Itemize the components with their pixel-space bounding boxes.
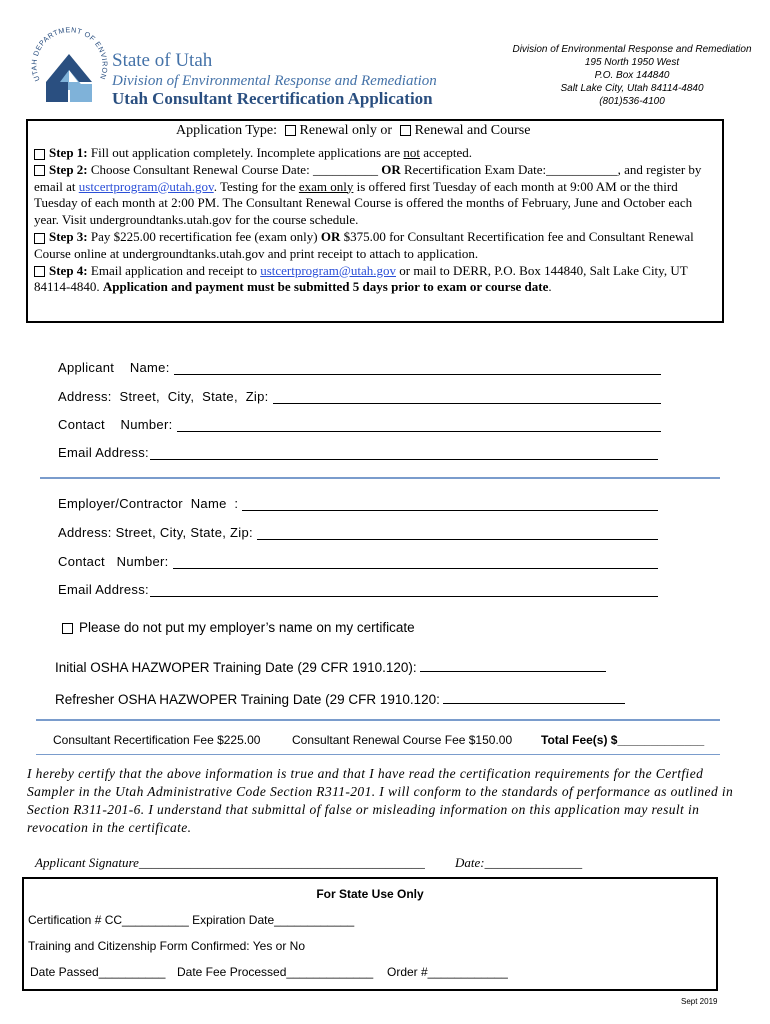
step-4-deadline: Application and payment must be submitted 5 days prior to exam or course date bbox=[102, 279, 549, 295]
applicant-phone-field[interactable] bbox=[58, 417, 661, 432]
step-4-text: Email application and receipt to bbox=[87, 262, 261, 278]
step-2-text: Choose Consultant Renewal Course Date: __________ bbox=[87, 161, 382, 177]
logo-ring-text: UTAH DEPARTMENT OF ENVIRON bbox=[29, 25, 110, 83]
renewal-only-checkbox[interactable] bbox=[285, 125, 296, 136]
training-confirmed-field[interactable]: Training and Citizenship Form Confirmed: Yes or No bbox=[28, 939, 306, 953]
signature-date-field[interactable]: Date:_______________ bbox=[455, 855, 583, 870]
step-1 bbox=[34, 145, 718, 162]
employer-address-line[interactable] bbox=[257, 525, 658, 540]
osha-refresher-label: Refresher OSHA HAZWOPER Training Date (29 CFR 1910.120: bbox=[55, 692, 440, 707]
step-2-text-d: is offered first Tuesday of each month at 9:00 AM or the third Tuesday of each month at 2:00 PM. The Consultant Renewal Course is offered the months of February, June and October each year. Visit undergroundtanks.utah.gov for the course schedule. bbox=[34, 178, 693, 228]
step-3-checkbox[interactable] bbox=[34, 233, 45, 244]
osha-initial-field[interactable] bbox=[55, 659, 606, 675]
contact-phone: (801)536-4100 bbox=[599, 96, 665, 107]
steps-list bbox=[34, 145, 718, 296]
step-1-not: not bbox=[403, 145, 421, 160]
step-2-text-b: Recertification Exam Date:___________, and register by email at bbox=[34, 161, 702, 194]
step-1-text-end: accepted. bbox=[420, 145, 472, 160]
employer-name-field[interactable] bbox=[58, 496, 658, 511]
contact-po-box: P.O. Box 144840 bbox=[594, 70, 670, 81]
contact-block bbox=[498, 43, 766, 108]
renewal-and-course-checkbox[interactable] bbox=[400, 125, 411, 136]
osha-refresher-line[interactable] bbox=[443, 691, 625, 704]
employer-name-checkbox-row[interactable] bbox=[62, 620, 415, 635]
course-fee: Consultant Renewal Course Fee $150.00 bbox=[292, 733, 513, 747]
step-3-text-b: $375.00 for Consultant Recertification fee and Consultant Renewal Course online at undergroundtanks.utah.gov and print receipt to attach to application. bbox=[34, 228, 694, 261]
date-passed-field[interactable]: Date Passed__________ bbox=[30, 965, 166, 979]
section-divider bbox=[40, 477, 720, 479]
application-type bbox=[176, 123, 530, 139]
state-use-title: For State Use Only bbox=[316, 887, 424, 901]
step-2-exam-only: exam only bbox=[298, 178, 354, 194]
applicant-address-line[interactable] bbox=[273, 389, 661, 404]
step-2-checkbox[interactable] bbox=[34, 165, 45, 176]
applicant-name-line[interactable] bbox=[174, 360, 661, 375]
step-3-or: OR bbox=[320, 228, 341, 244]
employer-address-label: Address: Street, City, State, Zip: bbox=[58, 525, 253, 540]
contact-city: Salt Lake City, Utah 84114-4840 bbox=[560, 83, 704, 94]
employer-phone-line[interactable] bbox=[173, 554, 658, 569]
employer-name-checkbox-label: Please do not put my employer’s name on my certificate bbox=[79, 620, 415, 635]
fees-underline bbox=[36, 754, 720, 755]
step-3 bbox=[34, 229, 718, 263]
step-1-text: Fill out application completely. Incomplete applications are bbox=[87, 145, 404, 160]
certification-number-field[interactable]: Certification # CC__________ Expiration Date____________ bbox=[28, 913, 355, 927]
recert-fee: Consultant Recertification Fee $225.00 bbox=[53, 733, 261, 747]
step-4 bbox=[34, 263, 718, 297]
applicant-email-field[interactable] bbox=[58, 445, 658, 460]
applicant-email-line[interactable] bbox=[150, 445, 658, 460]
step-1-label: Step 1: bbox=[49, 145, 88, 160]
applicant-phone-label: Contact Number: bbox=[58, 417, 173, 432]
step-4-text-b: or mail to DERR, P.O. Box 144840, Salt Lake City, UT 84114-4840. bbox=[34, 262, 688, 295]
contact-division: Division of Environmental Response and Remediation bbox=[512, 44, 752, 55]
deq-logo bbox=[28, 20, 110, 112]
step-4-label: Step 4: bbox=[49, 262, 88, 278]
total-fee-field[interactable]: Total Fee(s) $_____________ bbox=[541, 733, 705, 747]
step-2-email-link[interactable]: ustcertprogram@utah.gov bbox=[78, 178, 214, 194]
osha-initial-label: Initial OSHA HAZWOPER Training Date (29 CFR 1910.120): bbox=[55, 660, 417, 675]
state-use-box bbox=[22, 877, 718, 991]
employer-phone-label: Contact Number: bbox=[58, 554, 169, 569]
state-name: State of Utah bbox=[112, 50, 213, 71]
employer-phone-field[interactable] bbox=[58, 554, 658, 569]
step-2-or: OR bbox=[381, 161, 401, 177]
employer-email-line[interactable] bbox=[150, 582, 658, 597]
applicant-name-field[interactable] bbox=[58, 360, 661, 375]
applicant-email-label: Email Address: bbox=[58, 445, 149, 460]
employer-address-field[interactable] bbox=[58, 525, 658, 540]
division-name: Division of Environmental Response and Remediation bbox=[112, 73, 437, 89]
step-4-end: . bbox=[548, 279, 552, 295]
step-2-label: Step 2: bbox=[49, 161, 88, 177]
step-4-email-link[interactable]: ustcertprogram@utah.gov bbox=[260, 262, 396, 278]
date-fee-processed-field[interactable]: Date Fee Processed_____________ bbox=[177, 965, 374, 979]
application-type-label: Application Type: bbox=[176, 123, 278, 138]
applicant-name-label: Applicant Name: bbox=[58, 360, 170, 375]
renewal-only-label: Renewal only or bbox=[299, 123, 393, 138]
applicant-address-field[interactable] bbox=[58, 389, 661, 404]
order-number-field[interactable]: Order #____________ bbox=[387, 965, 508, 979]
step-2-text-c: . Testing for the bbox=[213, 178, 299, 194]
step-3-label: Step 3: bbox=[49, 228, 88, 244]
employer-email-field[interactable] bbox=[58, 582, 658, 597]
osha-initial-line[interactable] bbox=[420, 659, 606, 672]
applicant-signature-field[interactable]: Applicant Signature____________________________________________ bbox=[35, 855, 425, 870]
footer-date: Sept 2019 bbox=[681, 997, 718, 1006]
renewal-and-course-label: Renewal and Course bbox=[414, 123, 531, 138]
step-1-checkbox[interactable] bbox=[34, 149, 45, 160]
employer-email-label: Email Address: bbox=[58, 582, 149, 597]
employer-name-label: Employer/Contractor Name : bbox=[58, 496, 239, 511]
certification-statement: I hereby certify that the above information is true and that I have read the certification requirements for the Certfied Sampler in the Utah Administrative Code Section R311-201. I will conform to the standards of performance as outlined in Section R311-201-6. I understand that submittal of false or misleading information on this application may result in revocation in the certificate. bbox=[27, 766, 734, 835]
contact-street: 195 North 1950 West bbox=[584, 57, 680, 68]
employer-name-checkbox[interactable] bbox=[62, 623, 73, 634]
fees-divider bbox=[36, 719, 720, 721]
instructions-box bbox=[26, 119, 724, 323]
applicant-phone-line[interactable] bbox=[177, 417, 662, 432]
osha-refresher-field[interactable] bbox=[55, 691, 625, 707]
step-2 bbox=[34, 162, 718, 229]
form-title: Utah Consultant Recertification Application bbox=[112, 89, 433, 108]
applicant-address-label: Address: Street, City, State, Zip: bbox=[58, 389, 269, 404]
employer-name-line[interactable] bbox=[242, 496, 658, 511]
step-3-text: Pay $225.00 recertification fee (exam only) bbox=[87, 228, 321, 244]
step-4-checkbox[interactable] bbox=[34, 266, 45, 277]
